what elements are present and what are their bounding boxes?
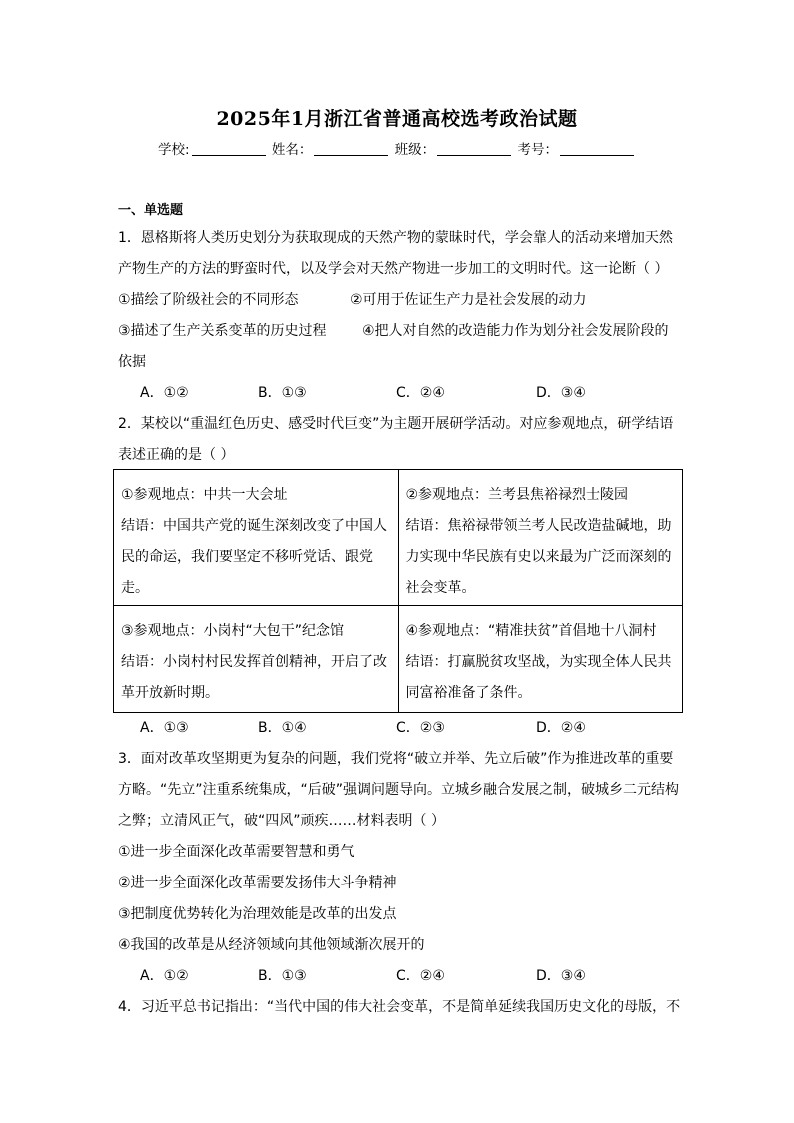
q2-cell-4-conclusion: 结语：打赢脱贫攻坚战，为实现全体人民共同富裕准备了条件。 bbox=[405, 654, 672, 701]
q3-option-a[interactable]: A．①② bbox=[140, 968, 189, 984]
q2-cell-2-site: ②参观地点：兰考县焦裕禄烈士陵园 bbox=[405, 487, 629, 503]
student-info-row bbox=[0, 138, 794, 158]
q2-cell-1-site: ①参观地点：中共一大会址 bbox=[121, 487, 288, 503]
q2-option-b[interactable]: B．①④ bbox=[258, 720, 307, 736]
q4-stem-line-1: 4．习近平总书记指出：“当代中国的伟大社会变革，不是简单延续我国历史文化的母版，不 bbox=[118, 999, 681, 1015]
q3-stem-line-1: 3．面对改革攻坚期更为复杂的问题，我们党将“破立并举、先立后破”作为推进改革的重要 bbox=[118, 751, 674, 767]
exam-title: 2025年1月浙江省普通高校选考政治试题 bbox=[216, 108, 578, 130]
q3-stem-line-3: 之弊；立清风正气，破“四风”顽疾……材料表明（ ） bbox=[118, 813, 445, 829]
class-field[interactable] bbox=[437, 141, 511, 156]
q1-option-a[interactable]: A．①② bbox=[140, 385, 189, 401]
q3-option-d[interactable]: D．③④ bbox=[536, 968, 586, 984]
q1-stem-line-1: 1．恩格斯将人类历史划分为获取现成的天然产物的蒙昧时代，学会靠人的活动来增加天然 bbox=[118, 230, 673, 246]
school-label: 学校: bbox=[158, 142, 190, 158]
q1-statement-4: ④把人对自然的改造能力作为划分社会发展阶段的 bbox=[362, 323, 669, 339]
exam-number-label: 考号： bbox=[517, 142, 558, 158]
q1-option-c[interactable]: C．②④ bbox=[396, 385, 445, 401]
q1-statement-2: ②可用于佐证生产力是社会发展的动力 bbox=[350, 292, 587, 308]
class-label: 班级： bbox=[394, 142, 436, 158]
q2-option-c[interactable]: C．②③ bbox=[396, 720, 445, 736]
q1-option-d[interactable]: D．③④ bbox=[536, 385, 586, 401]
school-field[interactable] bbox=[192, 141, 266, 156]
q2-cell-3-site: ③参观地点：小岗村“大包干”纪念馆 bbox=[121, 623, 345, 639]
q2-table bbox=[113, 469, 683, 713]
name-label: 姓名： bbox=[271, 142, 313, 158]
q2-cell-3 bbox=[114, 606, 399, 713]
q1-statement-4-continued: 依据 bbox=[118, 354, 146, 370]
q3-option-b[interactable]: B．①③ bbox=[258, 968, 307, 984]
q2-option-a[interactable]: A．①③ bbox=[140, 720, 189, 736]
name-field[interactable] bbox=[314, 141, 388, 156]
q2-cell-1 bbox=[114, 470, 399, 606]
q3-statement-3: ③把制度优势转化为治理效能是改革的出发点 bbox=[118, 906, 397, 922]
q2-cell-4-site: ④参观地点：“精准扶贫”首倡地十八洞村 bbox=[405, 623, 657, 639]
q1-statement-1: ①描绘了阶级社会的不同形态 bbox=[118, 292, 299, 308]
q1-option-b[interactable]: B．①③ bbox=[258, 385, 307, 401]
q2-option-d[interactable]: D．②④ bbox=[536, 720, 586, 736]
q2-cell-1-conclusion: 结语：中国共产党的诞生深刻改变了中国人民的命运，我们要坚定不移听党话、跟党走。 bbox=[121, 518, 387, 596]
q2-cell-4 bbox=[398, 606, 683, 713]
q2-stem-line-1: 2．某校以“重温红色历史、感受时代巨变”为主题开展研学活动。对应参观地点，研学结语 bbox=[118, 416, 674, 432]
q3-stem-line-2: 方略。“先立”注重系统集成，“后破”强调问题导向。立城乡融合发展之制，破城乡二元结构 bbox=[118, 782, 680, 798]
section-heading: 一、单选题 bbox=[118, 203, 184, 218]
exam-number-field[interactable] bbox=[560, 141, 634, 156]
q3-statement-2: ②进一步全面深化改革需要发扬伟大斗争精神 bbox=[118, 875, 397, 891]
q3-statement-4: ④我国的改革是从经济领域向其他领域渐次展开的 bbox=[118, 937, 425, 953]
q1-statement-3: ③描述了生产关系变革的历史过程 bbox=[118, 323, 327, 339]
q2-cell-2 bbox=[398, 470, 683, 606]
q3-statement-1: ①进一步全面深化改革需要智慧和勇气 bbox=[118, 844, 355, 860]
q2-cell-3-conclusion: 结语：小岗村村民发挥首创精神，开启了改革开放新时期。 bbox=[121, 654, 387, 701]
q1-stem-line-2: 产物生产的方法的野蛮时代，以及学会对天然产物进一步加工的文明时代。这一论断（ ） bbox=[118, 261, 669, 277]
q3-option-c[interactable]: C．②④ bbox=[396, 968, 445, 984]
q2-stem-line-2: 表述正确的是（ ） bbox=[118, 447, 235, 463]
q2-cell-2-conclusion: 结语：焦裕禄带领兰考人民改造盐碱地，助力实现中华民族有史以来最为广泛而深刻的社会变革。 bbox=[405, 518, 672, 596]
